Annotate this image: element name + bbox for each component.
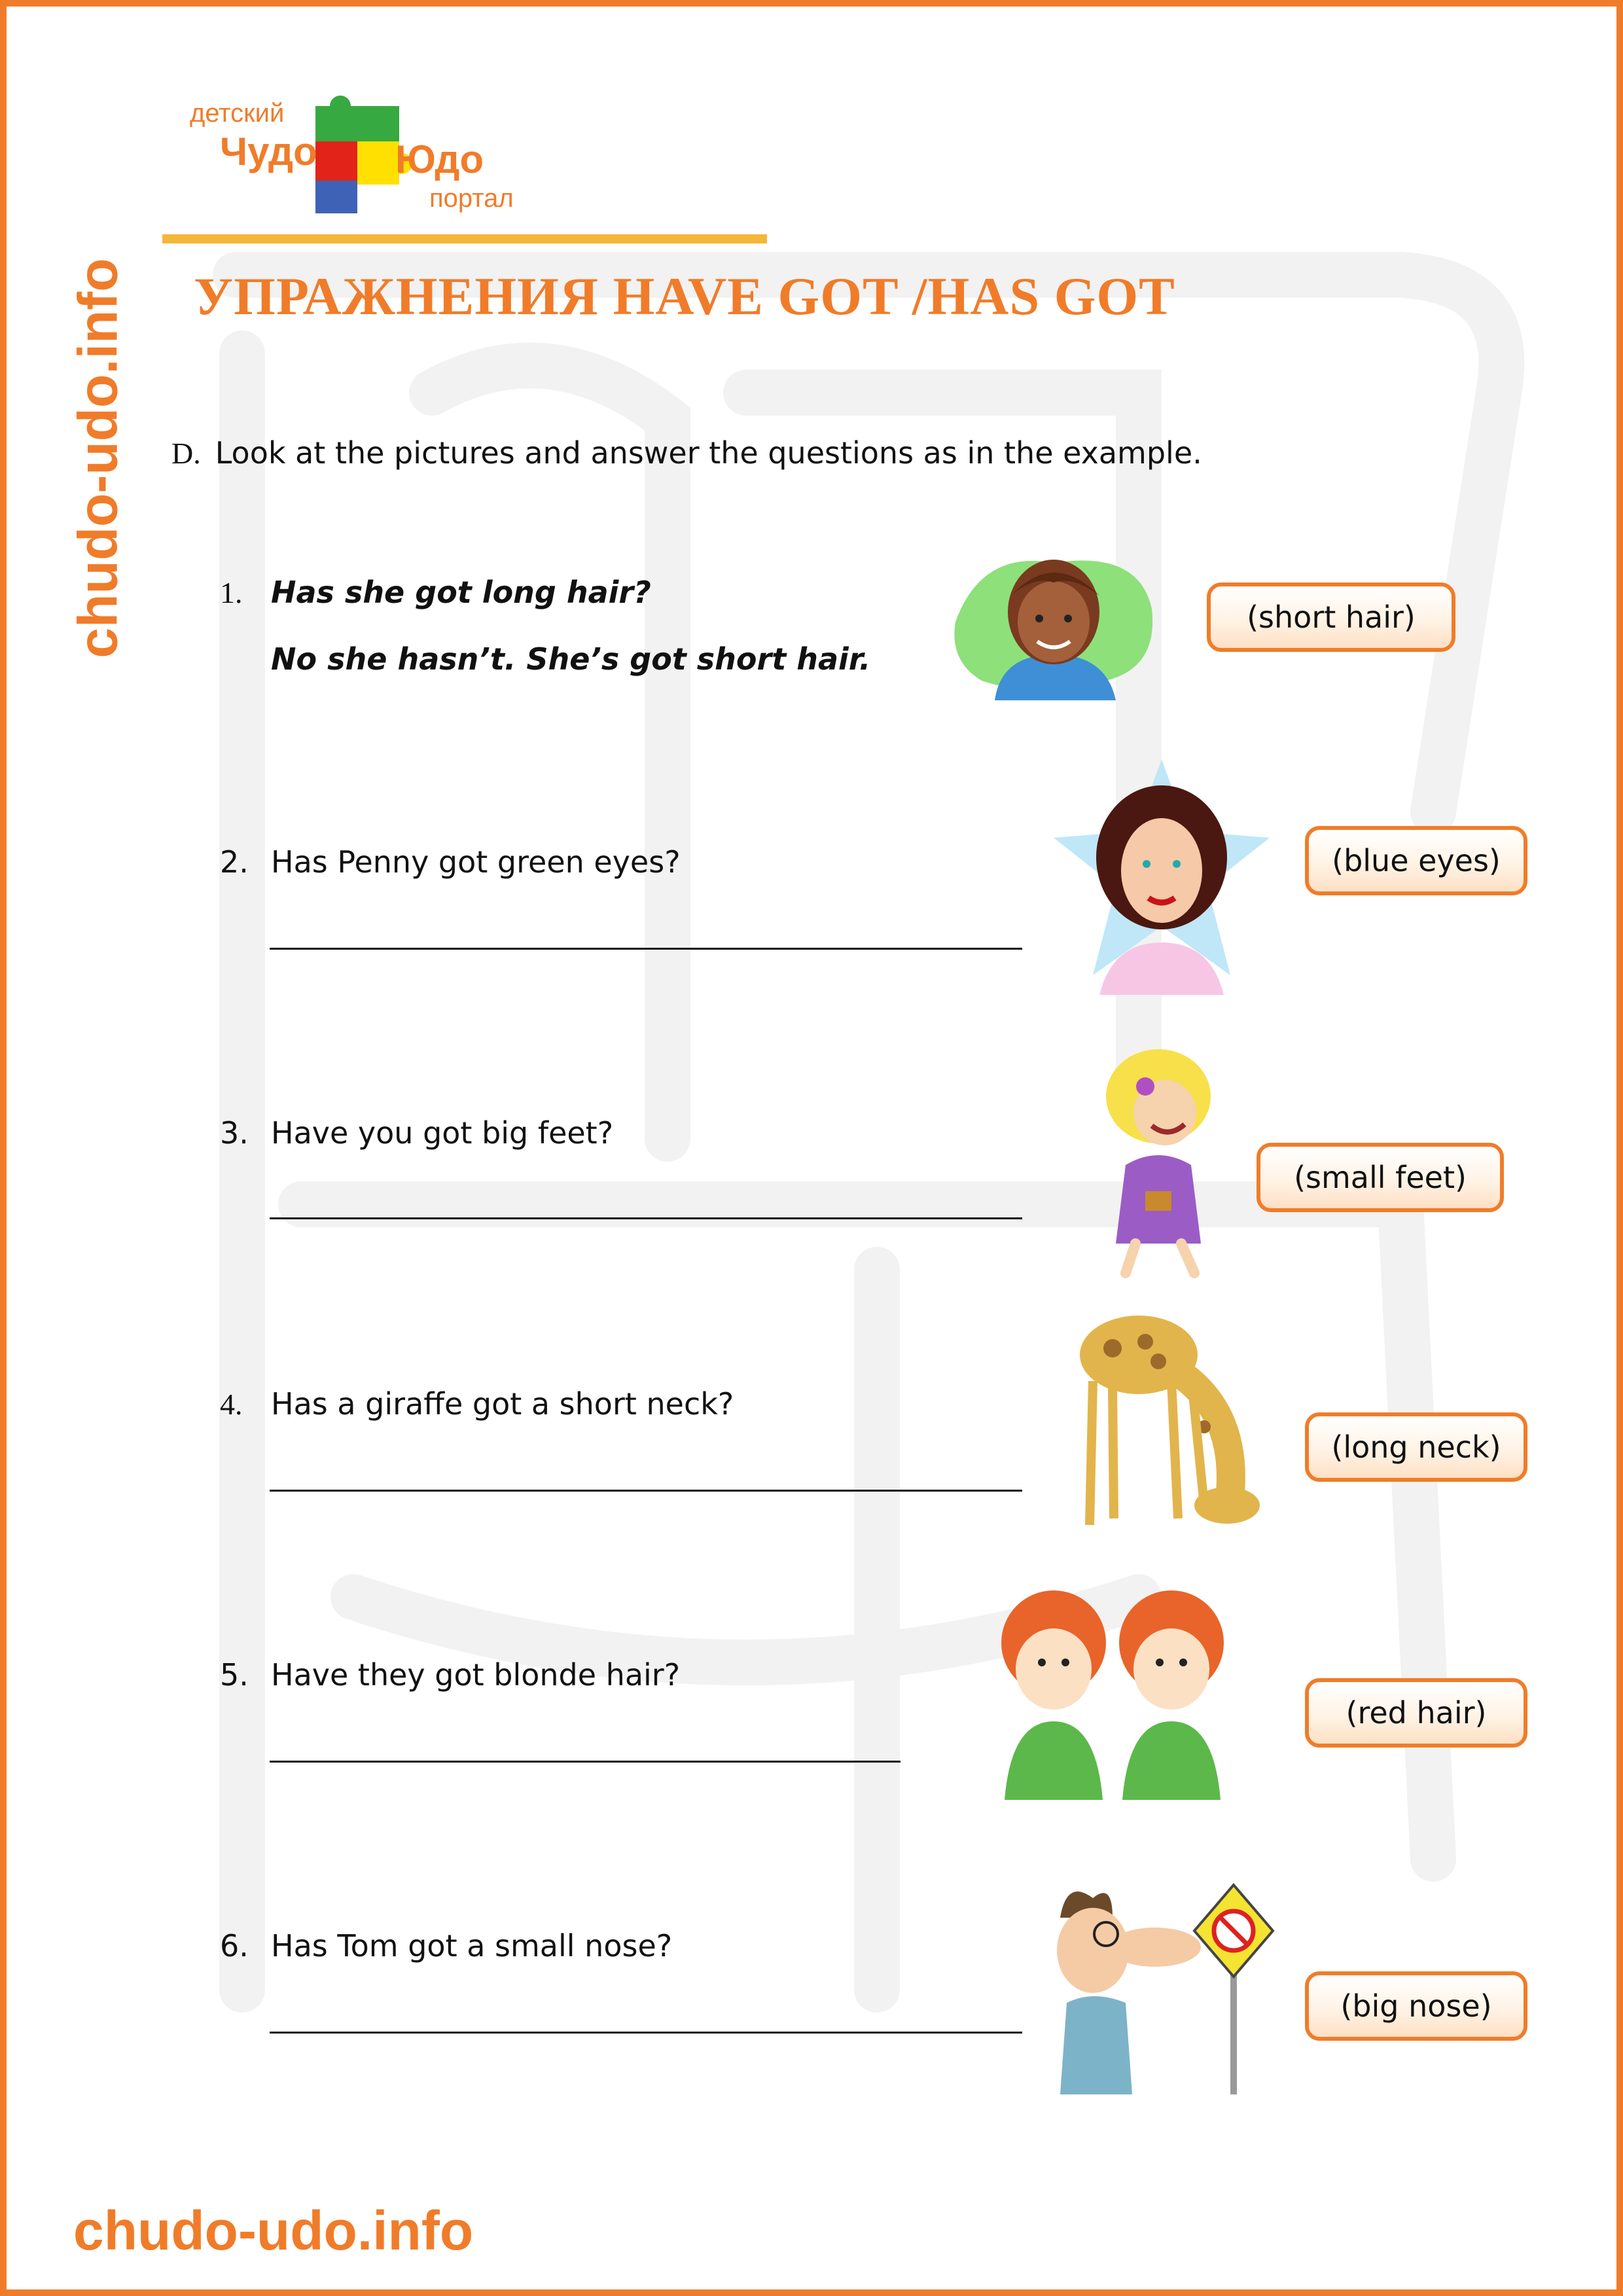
woman-star-illustration xyxy=(1047,759,1276,995)
logo-word-chudo: Чудо xyxy=(220,130,317,173)
answer-line-5[interactable] xyxy=(270,1761,901,1763)
side-site-url[interactable]: chudo-udo.info xyxy=(67,258,129,658)
question-text: Have they got blonde hair? xyxy=(271,1657,681,1693)
answer-line-4[interactable] xyxy=(270,1490,1022,1492)
question-2 xyxy=(220,844,681,880)
question-text: Has a giraffe got a short neck? xyxy=(271,1386,734,1422)
question-1 xyxy=(220,575,651,610)
answer-line-3[interactable] xyxy=(270,1217,1022,1219)
question-5 xyxy=(220,1657,680,1693)
question-number: 3. xyxy=(220,1115,249,1151)
logo-word-yudo: Юдо xyxy=(395,137,484,181)
question-3 xyxy=(220,1115,613,1151)
giraffe-illustration xyxy=(1073,1309,1270,1545)
question-6 xyxy=(220,1928,672,1964)
hint-badge-3: (small feet) xyxy=(1257,1143,1504,1212)
logo-word-detsky: детский xyxy=(190,99,285,128)
hint-badge-4: (long neck) xyxy=(1305,1412,1527,1482)
hint-badge-5: (red hair) xyxy=(1305,1678,1527,1748)
bottom-site-url[interactable]: chudo-udo.info xyxy=(73,2200,474,2261)
answer-line-6[interactable] xyxy=(270,2032,1022,2034)
red-haired-twins-illustration xyxy=(988,1590,1237,1800)
question-text: Has Penny got green eyes? xyxy=(271,844,681,880)
question-text: Has Tom got a small nose? xyxy=(271,1928,673,1964)
logo-word-portal: портал xyxy=(429,184,514,213)
header-rule xyxy=(162,234,767,243)
question-text: Has she got long hair? xyxy=(271,575,651,610)
blonde-girl-walking-illustration xyxy=(1073,1041,1243,1283)
question-number: 5. xyxy=(220,1657,249,1693)
instruction-text: Look at the pictures and answer the questions as in the example. xyxy=(215,435,1202,471)
man-big-nose-sign-illustration xyxy=(1034,1878,1283,2094)
hint-badge-2: (blue eyes) xyxy=(1305,826,1527,895)
instruction xyxy=(171,435,1202,471)
question-number: 4. xyxy=(220,1388,243,1421)
example-answer: No she hasn’t. She’s got short hair. xyxy=(271,641,871,677)
page-title: УПРАЖНЕНИЯ HAVE GOT /HAS GOT xyxy=(194,266,1175,326)
instruction-letter: D. xyxy=(171,437,201,470)
question-number: 1. xyxy=(220,576,243,609)
site-logo xyxy=(177,92,543,223)
girl-short-hair-illustration xyxy=(942,524,1165,707)
hint-badge-1: (short hair) xyxy=(1207,583,1455,652)
question-4 xyxy=(220,1386,734,1422)
question-number: 6. xyxy=(220,1928,249,1964)
answer-line-2[interactable] xyxy=(270,948,1022,950)
question-text: Have you got big feet? xyxy=(271,1115,614,1151)
hint-badge-6: (big nose) xyxy=(1305,1971,1527,2041)
question-number: 2. xyxy=(220,844,249,880)
